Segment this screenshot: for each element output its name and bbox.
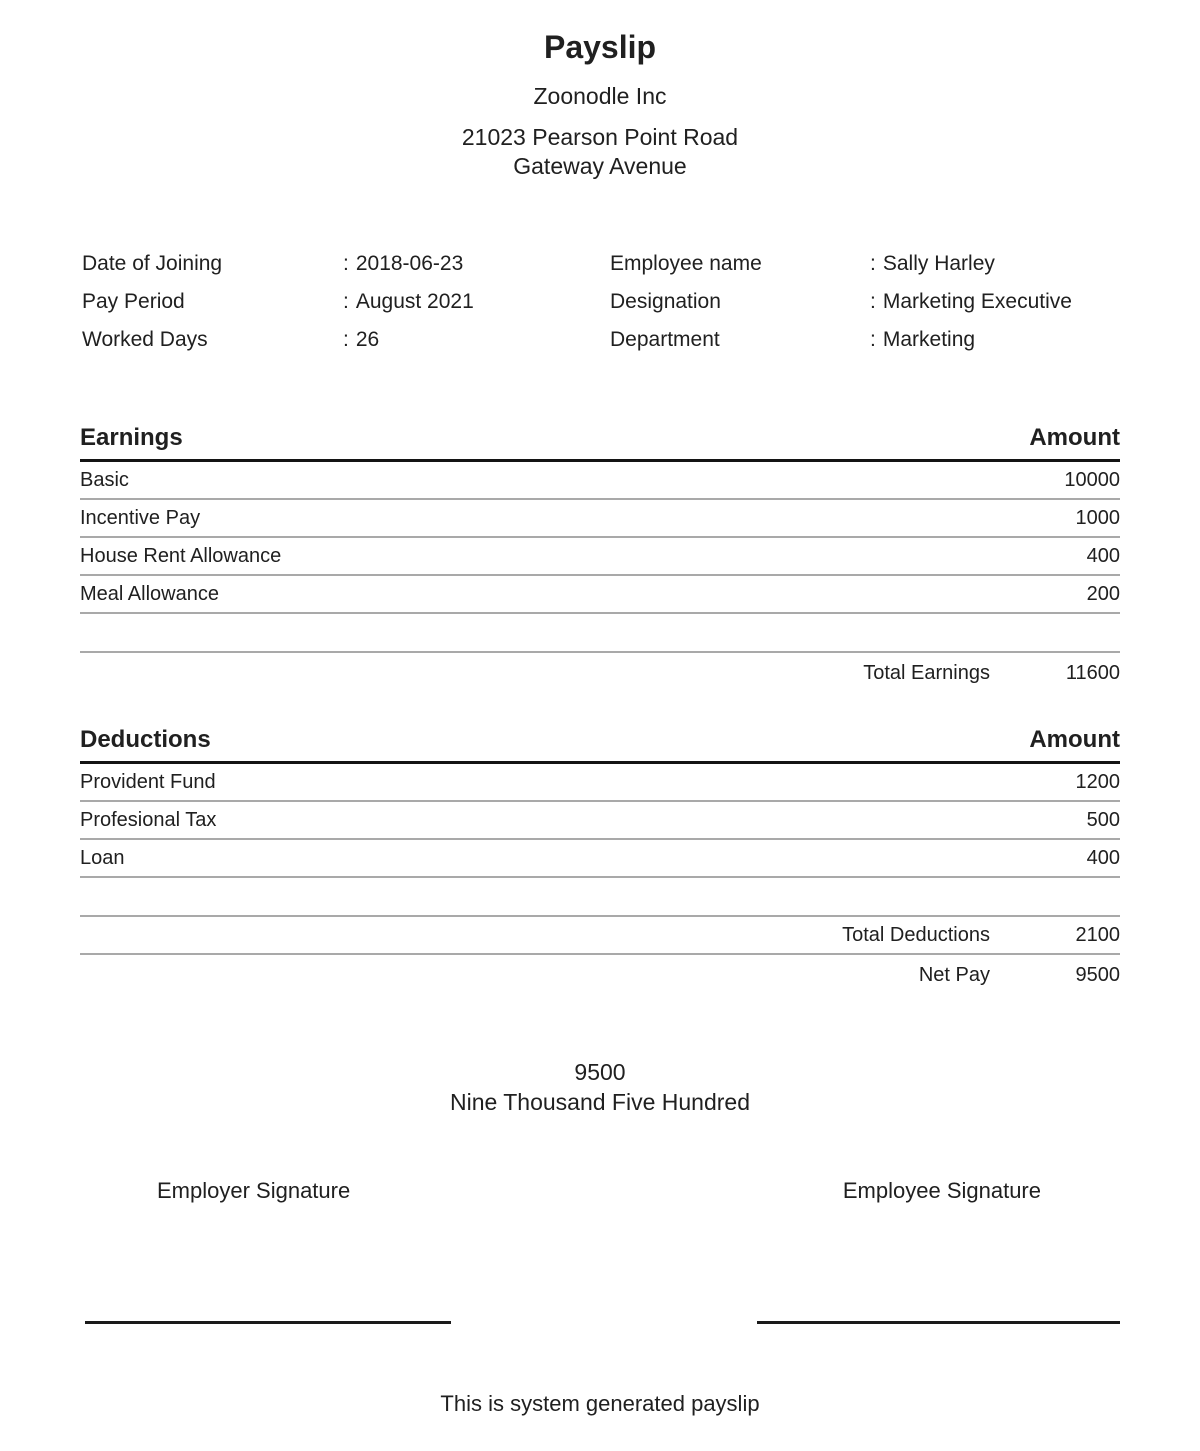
row-amount: 200 — [1086, 582, 1120, 605]
earnings-header-row — [80, 423, 1120, 462]
address-line-2: Gateway Avenue — [513, 153, 687, 179]
info-label: Employee name — [610, 252, 762, 275]
deductions-table — [80, 725, 1120, 995]
row-amount: 400 — [1086, 846, 1120, 869]
info-value-text: August 2021 — [355, 290, 474, 313]
total-deductions-label: Total Deductions — [842, 923, 990, 946]
footer-note: This is system generated payslip — [440, 1391, 760, 1416]
info-value — [870, 245, 995, 283]
row-label: Meal Allowance — [80, 582, 219, 605]
colon: : — [343, 328, 349, 351]
info-value-text: Sally Harley — [882, 252, 995, 275]
employer-signature-line — [85, 1321, 451, 1324]
info-value-text: 2018-06-23 — [355, 252, 464, 275]
info-row-department — [610, 321, 1120, 359]
colon: : — [343, 290, 349, 313]
info-row-worked-days — [80, 321, 610, 359]
company-name: Zoonodle Inc — [533, 83, 667, 109]
info-row-date-of-joining — [80, 245, 610, 283]
table-spacer-row — [80, 878, 1120, 917]
page-title: Payslip — [543, 29, 657, 65]
info-value-text: Marketing — [882, 328, 976, 351]
table-spacer-row — [80, 614, 1120, 653]
row-amount: 400 — [1086, 544, 1120, 567]
row-amount: 1200 — [1075, 770, 1120, 793]
row-label: House Rent Allowance — [80, 544, 282, 567]
earnings-total-row — [80, 653, 1120, 693]
net-pay-row — [80, 955, 1120, 995]
deductions-total-row — [80, 917, 1120, 955]
document-header — [80, 28, 1120, 181]
row-amount: 1000 — [1075, 506, 1120, 529]
table-row — [80, 462, 1120, 500]
deductions-header-row — [80, 725, 1120, 764]
row-label: Loan — [80, 846, 125, 869]
table-row — [80, 764, 1120, 802]
info-value — [343, 245, 463, 283]
table-row — [80, 840, 1120, 878]
net-pay-number: 9500 — [574, 1059, 626, 1085]
info-value-text: 26 — [355, 328, 380, 351]
info-value — [343, 321, 379, 359]
info-label: Worked Days — [82, 328, 208, 351]
table-row — [80, 802, 1120, 840]
row-label: Profesional Tax — [80, 808, 217, 831]
employee-info-left-column — [80, 245, 610, 359]
colon: : — [870, 252, 876, 275]
info-value — [870, 283, 1072, 321]
table-row — [80, 538, 1120, 576]
row-label: Incentive Pay — [80, 506, 201, 529]
employee-signature-line — [757, 1321, 1120, 1324]
row-amount: 500 — [1086, 808, 1120, 831]
employee-signature-label: Employee Signature — [842, 1178, 1041, 1203]
info-label: Date of Joining — [82, 252, 223, 275]
net-pay-label: Net Pay — [918, 963, 990, 986]
net-pay-amount: 9500 — [1075, 963, 1120, 986]
info-label: Department — [610, 328, 720, 351]
employee-info-right-column — [610, 245, 1120, 359]
info-value — [870, 321, 975, 359]
company-address — [80, 123, 1120, 181]
row-amount: 10000 — [1064, 468, 1120, 491]
colon: : — [870, 290, 876, 313]
employee-info-grid — [80, 245, 1120, 359]
deductions-amount-header: Amount — [1029, 726, 1120, 753]
info-value-text: Marketing Executive — [882, 290, 1072, 313]
info-label: Designation — [610, 290, 721, 313]
row-label: Provident Fund — [80, 770, 216, 793]
signature-labels — [80, 1177, 1120, 1205]
signature-lines — [80, 1321, 1120, 1324]
table-row — [80, 576, 1120, 614]
address-line-1: 21023 Pearson Point Road — [461, 124, 739, 150]
info-row-pay-period — [80, 283, 610, 321]
signatures-section — [80, 1177, 1120, 1324]
info-label: Pay Period — [82, 290, 185, 313]
info-row-employee-name — [610, 245, 1120, 283]
earnings-title: Earnings — [80, 424, 183, 451]
earnings-amount-header: Amount — [1029, 424, 1120, 451]
info-value — [343, 283, 474, 321]
total-earnings-label: Total Earnings — [863, 661, 990, 684]
net-pay-words-text: Nine Thousand Five Hundred — [449, 1089, 751, 1115]
row-label: Basic — [80, 468, 129, 491]
info-row-designation — [610, 283, 1120, 321]
total-earnings-amount: 11600 — [1065, 661, 1120, 684]
employer-signature-label: Employer Signature — [157, 1178, 351, 1203]
net-pay-in-words — [80, 1057, 1120, 1117]
earnings-table — [80, 423, 1120, 693]
colon: : — [870, 328, 876, 351]
deductions-title: Deductions — [80, 726, 211, 753]
table-row — [80, 500, 1120, 538]
total-deductions-amount: 2100 — [1075, 923, 1120, 946]
colon: : — [343, 252, 349, 275]
